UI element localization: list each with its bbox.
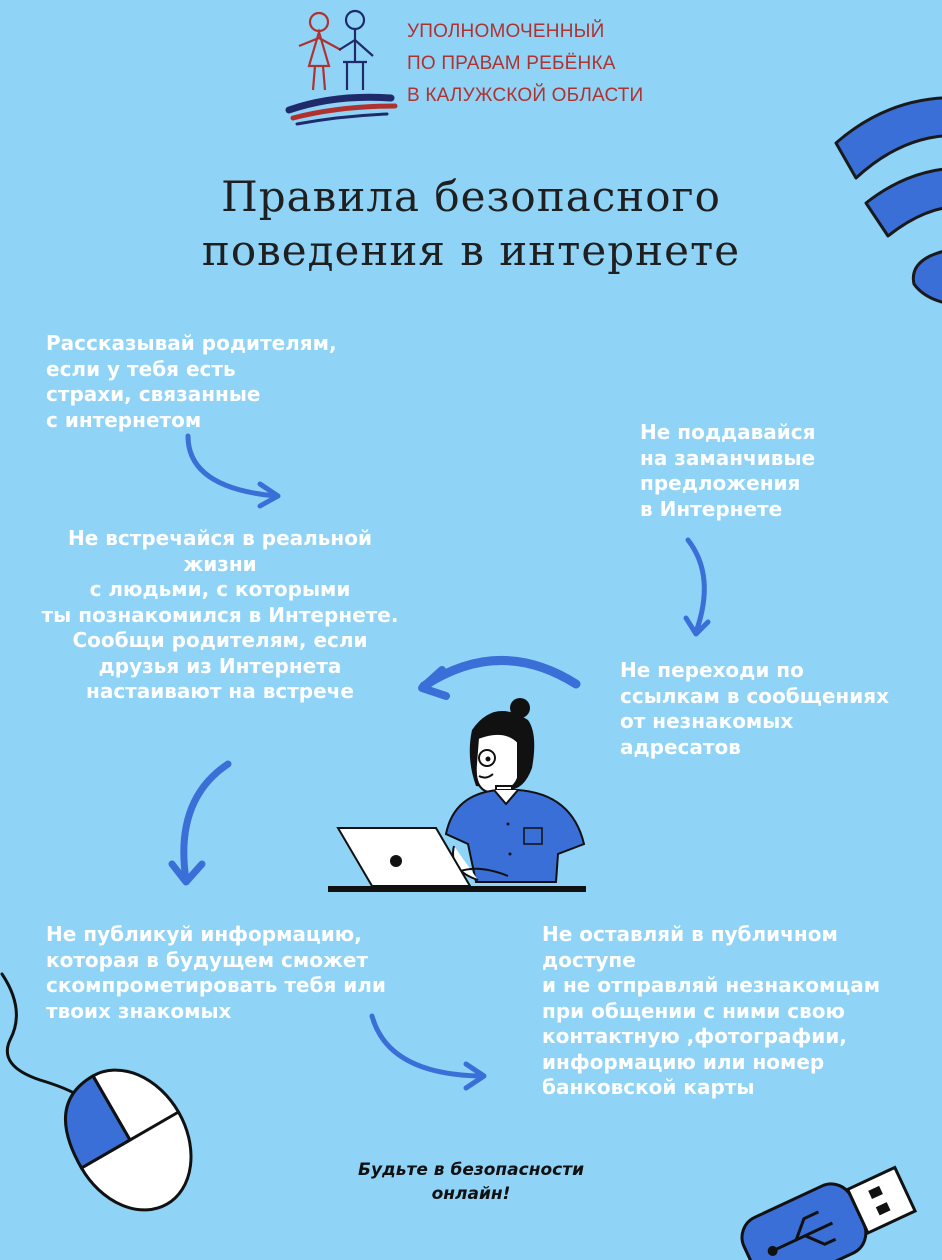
arrow-2-icon bbox=[676, 536, 726, 646]
usb-flash-drive-icon bbox=[730, 1160, 920, 1260]
tip-dont-give-in: Не поддавайся на заманчивые предложения в Интернете bbox=[640, 420, 816, 521]
logo-line-1: УПОЛНОМОЧЕННЫЙ bbox=[407, 21, 605, 42]
arrow-1-icon bbox=[180, 430, 310, 510]
title-line-2: поведения в интернете bbox=[201, 226, 741, 275]
tip-dont-publish: Не публикуй информацию, которая в будущем сможет скомпрометировать тебя или твоих знакомых bbox=[46, 922, 386, 1023]
computer-mouse-icon bbox=[0, 970, 200, 1230]
tip-dont-share: Не оставляй в публичном доступе и не отправляй незнакомцам при общении с ними свою контактную ,фотографии, информацию или номер банковской карты bbox=[542, 922, 881, 1099]
children-logo-icon bbox=[285, 6, 400, 124]
title-line-1: Правила безопасного bbox=[221, 172, 721, 221]
page-title bbox=[0, 170, 942, 278]
person-at-laptop-illustration bbox=[328, 694, 598, 894]
logo bbox=[285, 6, 655, 126]
arrow-4-icon bbox=[170, 760, 240, 890]
tip-dont-meet: Не встречайся в реальной жизни с людьми, с которыми ты познакомился в Интернете. Сообщи родителям, если друзья из Интернета настаивают на встрече bbox=[41, 526, 399, 703]
footer-slogan: Будьте в безопасности онлайн! bbox=[357, 1160, 584, 1204]
laptop-logo bbox=[390, 855, 402, 867]
arrow-5-icon bbox=[368, 1012, 498, 1092]
tip-dont-click: Не переходи по ссылкам в сообщениях от незнакомых адресатов bbox=[620, 658, 889, 759]
tip-tell-parents: Рассказывай родителям, если у тебя есть страхи, связанные с интернетом bbox=[46, 331, 337, 432]
logo-line-2: ПО ПРАВАМ РЕБЁНКА bbox=[407, 53, 616, 74]
logo-line-3: В КАЛУЖСКОЙ ОБЛАСТИ bbox=[407, 85, 644, 106]
